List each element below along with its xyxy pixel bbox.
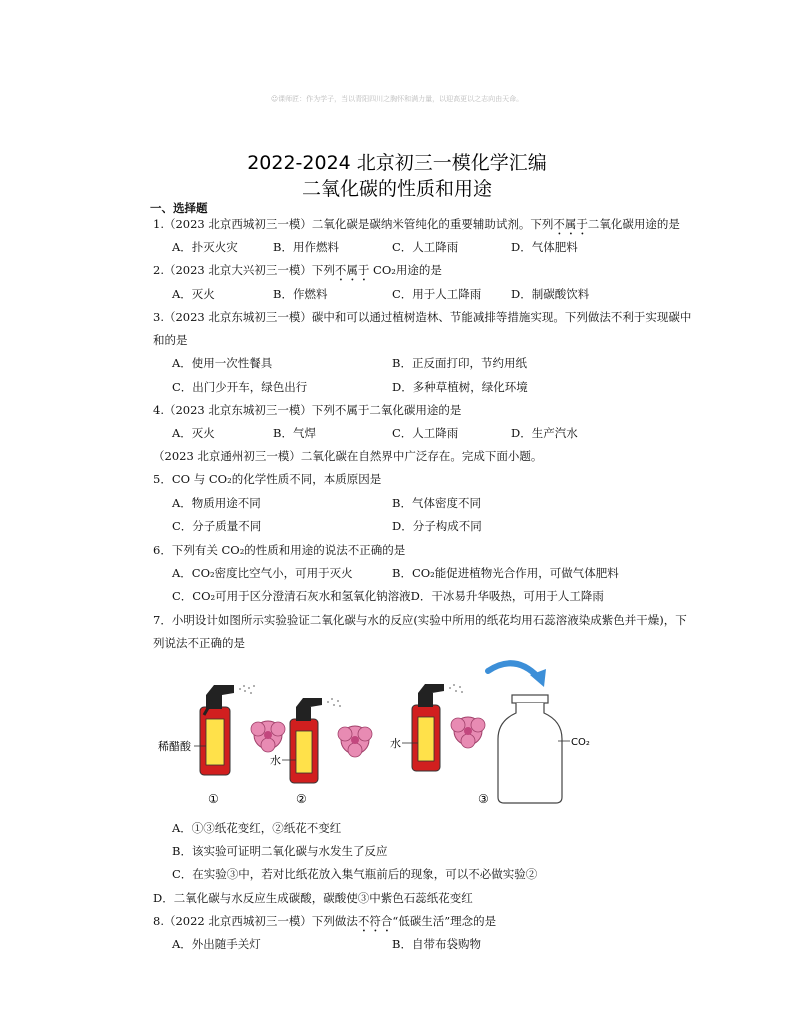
q6-option-cd[interactable]: C．CO₂可用于区分澄清石灰水和氢氧化钠溶液D．干冰易升华吸热，可用于人工降雨 xyxy=(172,589,604,603)
q5-option-d[interactable]: D．分子构成不同 xyxy=(392,519,482,533)
paper-flower-1 xyxy=(251,721,285,752)
q8-text-end: “低碳生活”理念的是 xyxy=(392,914,497,928)
label-experiment-1: ① xyxy=(208,792,219,806)
document-subtitle: 二氧化碳的性质和用途 xyxy=(301,178,492,200)
label-water-2: 水 xyxy=(390,737,401,750)
section-heading: 一、选择题 xyxy=(150,201,208,215)
question-8 xyxy=(153,914,496,935)
q1-option-c[interactable]: C．人工降雨 xyxy=(392,240,459,254)
q2-text-start: 2.（2023 北京大兴初三一模）下列 xyxy=(153,263,335,277)
q5-option-a[interactable]: A．物质用途不同 xyxy=(172,496,261,510)
spray-mist-2 xyxy=(327,698,341,707)
q6-option-a[interactable]: A．CO₂密度比空气小，可用于灭火 xyxy=(172,566,353,580)
q2-text-end: CO₂用途的是 xyxy=(369,263,442,277)
q6-option-b[interactable]: B．CO₂能促进植物光合作用，可做气体肥料 xyxy=(392,566,619,580)
q2-option-b[interactable]: B．作燃料 xyxy=(273,287,328,301)
q2-emphasis: 不属于 xyxy=(334,263,370,277)
q8-option-a[interactable]: A．外出随手关灯 xyxy=(172,937,261,951)
spray-bottle-1 xyxy=(200,685,234,775)
spray-bottle-3 xyxy=(412,684,444,771)
q7-option-b[interactable]: B．该实验可证明二氧化碳与水发生了反应 xyxy=(172,844,388,858)
q4-option-c[interactable]: C．人工降雨 xyxy=(392,426,459,440)
q2-option-c[interactable]: C．用于人工降雨 xyxy=(392,287,482,301)
q4-option-a[interactable]: A．灭火 xyxy=(172,426,215,440)
header-motto: ☺课师匠：作为学子，当以青阳四川之胸怀和满力量，以迎高更以之志向由天命。 xyxy=(270,95,524,103)
q4-option-d[interactable]: D．生产汽水 xyxy=(511,426,578,440)
q1-option-a[interactable]: A．扑灭火灾 xyxy=(172,240,238,254)
paper-flower-2 xyxy=(338,726,372,757)
q8-emphasis: 不符合 xyxy=(357,914,393,928)
spray-bottle-2 xyxy=(290,698,322,783)
question-3-line-1: 3.（2023 北京东城初三一模）碳中和可以通过植树造林、节能减排等措施实现。下列做法不利于实现碳中 xyxy=(153,310,692,324)
spray-mist-1 xyxy=(239,685,255,694)
q1-option-b[interactable]: B．用作燃料 xyxy=(273,240,339,254)
label-water-1: 水 xyxy=(270,754,281,767)
curved-arrow-icon xyxy=(488,663,546,687)
label-acid: 稀醋酸 xyxy=(158,740,191,753)
q2-option-a[interactable]: A．灭火 xyxy=(172,287,215,301)
q7-option-d[interactable]: D．二氧化碳与水反应生成碳酸，碳酸使③中紫色石蕊纸花变红 xyxy=(153,891,473,905)
document-title: 2022-2024 北京初三一模化学汇编 xyxy=(247,152,547,174)
spray-mist-3 xyxy=(449,684,463,693)
q7-option-c[interactable]: C．在实验③中，若对比纸花放入集气瓶前后的现象，可以不必做实验② xyxy=(172,867,538,881)
label-co2: CO₂ xyxy=(571,737,590,748)
question-2 xyxy=(153,263,442,284)
q2-option-d[interactable]: D．制碳酸饮料 xyxy=(511,287,590,301)
question-5: 5．CO 与 CO₂的化学性质不同，本质原因是 xyxy=(153,472,382,486)
q3-option-c[interactable]: C．出门少开车，绿色出行 xyxy=(172,380,308,394)
q7-option-a[interactable]: A．①③纸花变红，②纸花不变红 xyxy=(172,821,342,835)
q8-text-start: 8.（2022 北京西城初三一模）下列做法 xyxy=(153,914,358,928)
group-intro: （2023 北京通州初三一模）二氧化碳在自然界中广泛存在。完成下面小题。 xyxy=(153,449,543,463)
experiment-figure xyxy=(150,655,600,810)
question-3-line-2: 和的是 xyxy=(153,333,188,347)
q4-option-b[interactable]: B．气焊 xyxy=(273,426,316,440)
q1-option-d[interactable]: D．气体肥料 xyxy=(511,240,578,254)
paper-flower-3 xyxy=(451,717,485,748)
q1-emphasis: 不属于 xyxy=(553,217,588,231)
label-experiment-3: ③ xyxy=(478,792,489,806)
q5-option-b[interactable]: B．气体密度不同 xyxy=(392,496,481,510)
question-1 xyxy=(153,217,680,238)
question-7-line-1: 7．小明设计如图所示实验验证二氧化碳与水的反应(实验中所用的纸花均用石蕊溶液染成紫色并干燥)，下 xyxy=(153,613,687,627)
q3-option-a[interactable]: A．使用一次性餐具 xyxy=(172,356,273,370)
question-4: 4.（2023 北京东城初三一模）下列不属于二氧化碳用途的是 xyxy=(153,403,462,417)
q1-text-end: 二氧化碳用途的是 xyxy=(587,217,680,231)
question-6: 6．下列有关 CO₂的性质和用途的说法不正确的是 xyxy=(153,543,406,557)
q8-option-b[interactable]: B．自带布袋购物 xyxy=(392,937,481,951)
question-7-line-2: 列说法不正确的是 xyxy=(153,636,245,650)
gas-jar xyxy=(498,695,562,803)
q1-text-start: 1.（2023 北京西城初三一模）二氧化碳是碳纳米管纯化的重要辅助试剂。下列 xyxy=(153,217,554,231)
q3-option-d[interactable]: D．多种草植树，绿化环境 xyxy=(392,380,528,394)
q5-option-c[interactable]: C．分子质量不同 xyxy=(172,519,262,533)
label-experiment-2: ② xyxy=(296,792,307,806)
q3-option-b[interactable]: B．正反面打印，节约用纸 xyxy=(392,356,527,370)
